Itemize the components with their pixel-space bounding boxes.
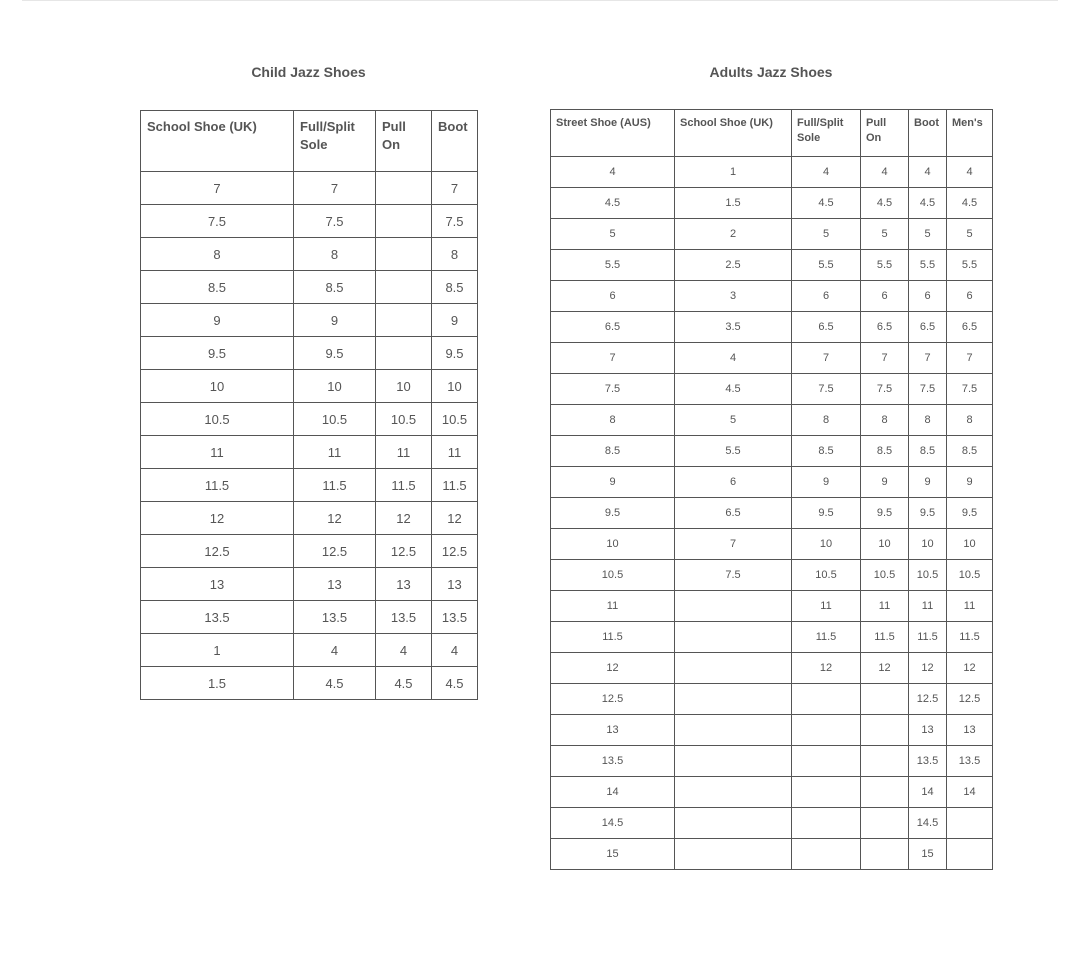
table-cell: 7.5 bbox=[792, 374, 861, 405]
table-cell: 12 bbox=[551, 653, 675, 684]
table-cell: 9 bbox=[861, 467, 909, 498]
table-cell: 8 bbox=[909, 405, 947, 436]
table-row bbox=[551, 343, 993, 374]
table-cell: 4.5 bbox=[947, 188, 993, 219]
table-cell: 13 bbox=[432, 568, 478, 601]
table-row bbox=[141, 502, 478, 535]
table-cell: 9.5 bbox=[294, 337, 376, 370]
table-cell: 9.5 bbox=[861, 498, 909, 529]
table-cell: 6 bbox=[675, 467, 792, 498]
table-cell: 13.5 bbox=[909, 746, 947, 777]
table-cell: 10.5 bbox=[376, 403, 432, 436]
table-cell: 6.5 bbox=[909, 312, 947, 343]
table-row bbox=[551, 281, 993, 312]
top-divider bbox=[22, 0, 1058, 1]
table-cell: 9 bbox=[947, 467, 993, 498]
table-cell: 13 bbox=[909, 715, 947, 746]
column-header: Street Shoe (AUS) bbox=[551, 110, 675, 157]
table-cell: 6 bbox=[909, 281, 947, 312]
table-cell: 11.5 bbox=[909, 622, 947, 653]
table-cell: 7.5 bbox=[947, 374, 993, 405]
table-header-row bbox=[551, 110, 993, 157]
table-cell: 11.5 bbox=[432, 469, 478, 502]
table-cell bbox=[376, 238, 432, 271]
table-cell: 4.5 bbox=[294, 667, 376, 700]
table-cell bbox=[861, 715, 909, 746]
table-cell: 13.5 bbox=[551, 746, 675, 777]
table-cell: 4.5 bbox=[376, 667, 432, 700]
table-cell: 14.5 bbox=[909, 808, 947, 839]
table-cell: 15 bbox=[551, 839, 675, 870]
table-row bbox=[551, 312, 993, 343]
table-row bbox=[551, 498, 993, 529]
table-cell: 14.5 bbox=[551, 808, 675, 839]
table-cell: 6.5 bbox=[861, 312, 909, 343]
table-row bbox=[141, 469, 478, 502]
table-cell: 9.5 bbox=[947, 498, 993, 529]
table-cell: 4.5 bbox=[551, 188, 675, 219]
table-cell: 12.5 bbox=[376, 535, 432, 568]
table-cell: 11 bbox=[792, 591, 861, 622]
table-cell: 6.5 bbox=[675, 498, 792, 529]
table-row bbox=[551, 219, 993, 250]
table-cell: 4 bbox=[947, 157, 993, 188]
table-cell: 8 bbox=[947, 405, 993, 436]
table-cell: 10.5 bbox=[432, 403, 478, 436]
table-cell: 10 bbox=[861, 529, 909, 560]
table-cell: 1.5 bbox=[141, 667, 294, 700]
table-cell: 6 bbox=[861, 281, 909, 312]
table-cell: 2 bbox=[675, 219, 792, 250]
table-cell: 11 bbox=[909, 591, 947, 622]
table-cell: 11 bbox=[432, 436, 478, 469]
table-cell: 8.5 bbox=[947, 436, 993, 467]
table-cell: 13.5 bbox=[141, 601, 294, 634]
table-row bbox=[551, 777, 993, 808]
table-cell bbox=[947, 808, 993, 839]
table-row bbox=[141, 601, 478, 634]
table-cell: 5.5 bbox=[947, 250, 993, 281]
table-row bbox=[551, 436, 993, 467]
table-cell: 4 bbox=[909, 157, 947, 188]
table-cell: 7.5 bbox=[432, 205, 478, 238]
table-cell bbox=[376, 205, 432, 238]
table-row bbox=[551, 157, 993, 188]
column-header: Boot bbox=[432, 111, 478, 172]
table-row bbox=[551, 622, 993, 653]
table-cell: 11.5 bbox=[792, 622, 861, 653]
table-cell: 4 bbox=[551, 157, 675, 188]
table-cell: 3.5 bbox=[675, 312, 792, 343]
table-cell: 14 bbox=[947, 777, 993, 808]
table-cell bbox=[675, 746, 792, 777]
table-cell: 8.5 bbox=[909, 436, 947, 467]
table-row bbox=[551, 808, 993, 839]
child-table-body bbox=[141, 172, 478, 700]
table-cell: 9.5 bbox=[432, 337, 478, 370]
table-cell: 8 bbox=[432, 238, 478, 271]
table-cell: 11 bbox=[294, 436, 376, 469]
table-cell: 7.5 bbox=[141, 205, 294, 238]
column-header: Men's bbox=[947, 110, 993, 157]
table-cell: 13.5 bbox=[432, 601, 478, 634]
table-cell: 8 bbox=[792, 405, 861, 436]
table-cell: 12.5 bbox=[141, 535, 294, 568]
column-header: School Shoe (UK) bbox=[675, 110, 792, 157]
table-cell: 12 bbox=[141, 502, 294, 535]
table-cell: 5.5 bbox=[551, 250, 675, 281]
table-cell: 7.5 bbox=[909, 374, 947, 405]
table-row bbox=[551, 715, 993, 746]
table-cell: 12 bbox=[376, 502, 432, 535]
table-cell: 10.5 bbox=[141, 403, 294, 436]
table-row bbox=[551, 250, 993, 281]
table-cell: 5.5 bbox=[792, 250, 861, 281]
table-row bbox=[141, 172, 478, 205]
table-cell bbox=[792, 808, 861, 839]
table-cell bbox=[675, 715, 792, 746]
table-row bbox=[551, 591, 993, 622]
table-cell: 5.5 bbox=[909, 250, 947, 281]
table-cell: 10 bbox=[141, 370, 294, 403]
table-cell: 10 bbox=[947, 529, 993, 560]
table-cell: 7 bbox=[947, 343, 993, 374]
table-cell: 10 bbox=[909, 529, 947, 560]
table-cell bbox=[861, 777, 909, 808]
table-cell bbox=[792, 684, 861, 715]
table-cell: 10.5 bbox=[909, 560, 947, 591]
table-cell: 7 bbox=[551, 343, 675, 374]
column-header: Pull On bbox=[376, 111, 432, 172]
table-cell: 5.5 bbox=[675, 436, 792, 467]
table-cell: 13 bbox=[376, 568, 432, 601]
table-row bbox=[551, 653, 993, 684]
table-cell: 12 bbox=[432, 502, 478, 535]
table-row bbox=[141, 205, 478, 238]
table-cell: 10 bbox=[792, 529, 861, 560]
table-cell bbox=[792, 839, 861, 870]
table-cell: 5.5 bbox=[861, 250, 909, 281]
table-cell: 9.5 bbox=[551, 498, 675, 529]
table-row bbox=[551, 188, 993, 219]
table-cell: 5 bbox=[675, 405, 792, 436]
table-cell: 9.5 bbox=[792, 498, 861, 529]
table-cell: 11.5 bbox=[294, 469, 376, 502]
table-cell: 5 bbox=[909, 219, 947, 250]
table-row bbox=[551, 560, 993, 591]
table-cell: 11 bbox=[141, 436, 294, 469]
column-header: Full/Split Sole bbox=[792, 110, 861, 157]
table-cell bbox=[861, 684, 909, 715]
table-cell: 11 bbox=[947, 591, 993, 622]
table-cell: 9.5 bbox=[141, 337, 294, 370]
table-cell: 12.5 bbox=[294, 535, 376, 568]
table-cell: 7.5 bbox=[551, 374, 675, 405]
table-cell: 10.5 bbox=[947, 560, 993, 591]
table-cell: 4.5 bbox=[861, 188, 909, 219]
table-cell: 6 bbox=[947, 281, 993, 312]
table-cell: 9 bbox=[432, 304, 478, 337]
table-cell bbox=[792, 746, 861, 777]
table-cell: 11 bbox=[376, 436, 432, 469]
table-cell: 4 bbox=[792, 157, 861, 188]
table-row bbox=[551, 839, 993, 870]
child-jazz-shoes-title: Child Jazz Shoes bbox=[251, 64, 366, 80]
table-cell: 13.5 bbox=[376, 601, 432, 634]
table-row bbox=[141, 436, 478, 469]
table-cell: 10 bbox=[376, 370, 432, 403]
table-cell: 12.5 bbox=[947, 684, 993, 715]
table-row bbox=[141, 304, 478, 337]
table-cell bbox=[376, 304, 432, 337]
table-cell bbox=[675, 684, 792, 715]
table-cell: 10 bbox=[551, 529, 675, 560]
table-cell: 12 bbox=[861, 653, 909, 684]
table-cell: 7 bbox=[792, 343, 861, 374]
table-cell: 4 bbox=[294, 634, 376, 667]
table-cell: 11.5 bbox=[141, 469, 294, 502]
table-cell: 11 bbox=[551, 591, 675, 622]
table-cell: 4.5 bbox=[792, 188, 861, 219]
table-cell: 12 bbox=[947, 653, 993, 684]
column-header: Boot bbox=[909, 110, 947, 157]
table-row bbox=[141, 634, 478, 667]
adult-table-body bbox=[551, 157, 993, 870]
table-row bbox=[551, 529, 993, 560]
table-row bbox=[551, 684, 993, 715]
table-cell: 7 bbox=[909, 343, 947, 374]
table-cell: 5 bbox=[947, 219, 993, 250]
table-cell: 8.5 bbox=[792, 436, 861, 467]
table-cell: 8 bbox=[551, 405, 675, 436]
table-cell bbox=[792, 777, 861, 808]
table-row bbox=[141, 535, 478, 568]
table-cell: 12.5 bbox=[551, 684, 675, 715]
table-cell: 7 bbox=[294, 172, 376, 205]
table-cell: 4 bbox=[861, 157, 909, 188]
table-row bbox=[141, 271, 478, 304]
table-cell: 3 bbox=[675, 281, 792, 312]
table-cell: 10.5 bbox=[551, 560, 675, 591]
table-cell: 11.5 bbox=[551, 622, 675, 653]
table-row bbox=[551, 746, 993, 777]
table-cell bbox=[861, 808, 909, 839]
column-header: Full/Split Sole bbox=[294, 111, 376, 172]
table-cell: 6.5 bbox=[792, 312, 861, 343]
table-cell: 4 bbox=[432, 634, 478, 667]
table-cell: 13 bbox=[551, 715, 675, 746]
table-cell: 9 bbox=[909, 467, 947, 498]
table-cell: 4 bbox=[376, 634, 432, 667]
table-cell: 8.5 bbox=[294, 271, 376, 304]
table-row bbox=[141, 667, 478, 700]
table-cell bbox=[675, 808, 792, 839]
column-header: School Shoe (UK) bbox=[141, 111, 294, 172]
table-cell: 5 bbox=[861, 219, 909, 250]
adult-size-table bbox=[550, 109, 993, 870]
table-cell bbox=[792, 715, 861, 746]
table-cell bbox=[675, 839, 792, 870]
table-row bbox=[551, 405, 993, 436]
table-cell: 10 bbox=[294, 370, 376, 403]
table-cell: 14 bbox=[551, 777, 675, 808]
table-cell: 4.5 bbox=[432, 667, 478, 700]
table-cell: 10.5 bbox=[861, 560, 909, 591]
table-cell bbox=[675, 777, 792, 808]
table-cell: 6 bbox=[551, 281, 675, 312]
table-cell: 8 bbox=[294, 238, 376, 271]
table-cell: 1.5 bbox=[675, 188, 792, 219]
table-cell: 13 bbox=[947, 715, 993, 746]
table-cell: 5 bbox=[551, 219, 675, 250]
table-cell: 12 bbox=[294, 502, 376, 535]
table-cell: 13 bbox=[294, 568, 376, 601]
table-row bbox=[141, 370, 478, 403]
table-cell: 8.5 bbox=[551, 436, 675, 467]
table-cell: 8 bbox=[141, 238, 294, 271]
table-cell bbox=[675, 591, 792, 622]
table-cell: 4.5 bbox=[909, 188, 947, 219]
table-cell bbox=[861, 746, 909, 777]
table-cell: 7.5 bbox=[294, 205, 376, 238]
table-cell: 5 bbox=[792, 219, 861, 250]
table-cell: 9 bbox=[294, 304, 376, 337]
table-cell: 8.5 bbox=[432, 271, 478, 304]
table-cell: 11.5 bbox=[947, 622, 993, 653]
table-cell: 2.5 bbox=[675, 250, 792, 281]
table-cell bbox=[861, 839, 909, 870]
table-cell: 10 bbox=[432, 370, 478, 403]
table-cell: 11.5 bbox=[861, 622, 909, 653]
table-cell: 11.5 bbox=[376, 469, 432, 502]
table-cell bbox=[675, 653, 792, 684]
table-header-row bbox=[141, 111, 478, 172]
table-row bbox=[551, 374, 993, 405]
adults-jazz-shoes-title: Adults Jazz Shoes bbox=[709, 64, 833, 80]
table-cell: 4 bbox=[675, 343, 792, 374]
child-size-table bbox=[140, 110, 478, 700]
table-row bbox=[141, 238, 478, 271]
table-cell: 1 bbox=[675, 157, 792, 188]
table-cell: 11 bbox=[861, 591, 909, 622]
table-cell bbox=[947, 839, 993, 870]
table-cell: 8 bbox=[861, 405, 909, 436]
table-cell: 9 bbox=[792, 467, 861, 498]
table-cell: 1 bbox=[141, 634, 294, 667]
table-cell: 8.5 bbox=[141, 271, 294, 304]
table-cell: 7 bbox=[675, 529, 792, 560]
table-cell: 6 bbox=[792, 281, 861, 312]
table-cell: 15 bbox=[909, 839, 947, 870]
table-cell: 12.5 bbox=[909, 684, 947, 715]
table-cell: 7 bbox=[432, 172, 478, 205]
table-row bbox=[141, 568, 478, 601]
table-cell: 12.5 bbox=[432, 535, 478, 568]
table-cell: 12 bbox=[909, 653, 947, 684]
table-cell: 7.5 bbox=[675, 560, 792, 591]
table-cell: 6.5 bbox=[947, 312, 993, 343]
table-cell: 14 bbox=[909, 777, 947, 808]
table-cell: 12 bbox=[792, 653, 861, 684]
table-row bbox=[141, 403, 478, 436]
table-cell bbox=[376, 172, 432, 205]
table-cell: 4.5 bbox=[675, 374, 792, 405]
table-cell: 9.5 bbox=[909, 498, 947, 529]
table-cell: 7 bbox=[861, 343, 909, 374]
table-cell: 13.5 bbox=[294, 601, 376, 634]
table-cell: 7.5 bbox=[861, 374, 909, 405]
table-cell: 6.5 bbox=[551, 312, 675, 343]
column-header: Pull On bbox=[861, 110, 909, 157]
table-cell: 10.5 bbox=[792, 560, 861, 591]
table-cell: 9 bbox=[551, 467, 675, 498]
table-cell bbox=[376, 271, 432, 304]
table-cell: 10.5 bbox=[294, 403, 376, 436]
table-cell: 7 bbox=[141, 172, 294, 205]
table-cell: 13.5 bbox=[947, 746, 993, 777]
table-row bbox=[141, 337, 478, 370]
table-cell: 9 bbox=[141, 304, 294, 337]
table-row bbox=[551, 467, 993, 498]
table-cell: 8.5 bbox=[861, 436, 909, 467]
table-cell bbox=[376, 337, 432, 370]
table-cell bbox=[675, 622, 792, 653]
table-cell: 13 bbox=[141, 568, 294, 601]
